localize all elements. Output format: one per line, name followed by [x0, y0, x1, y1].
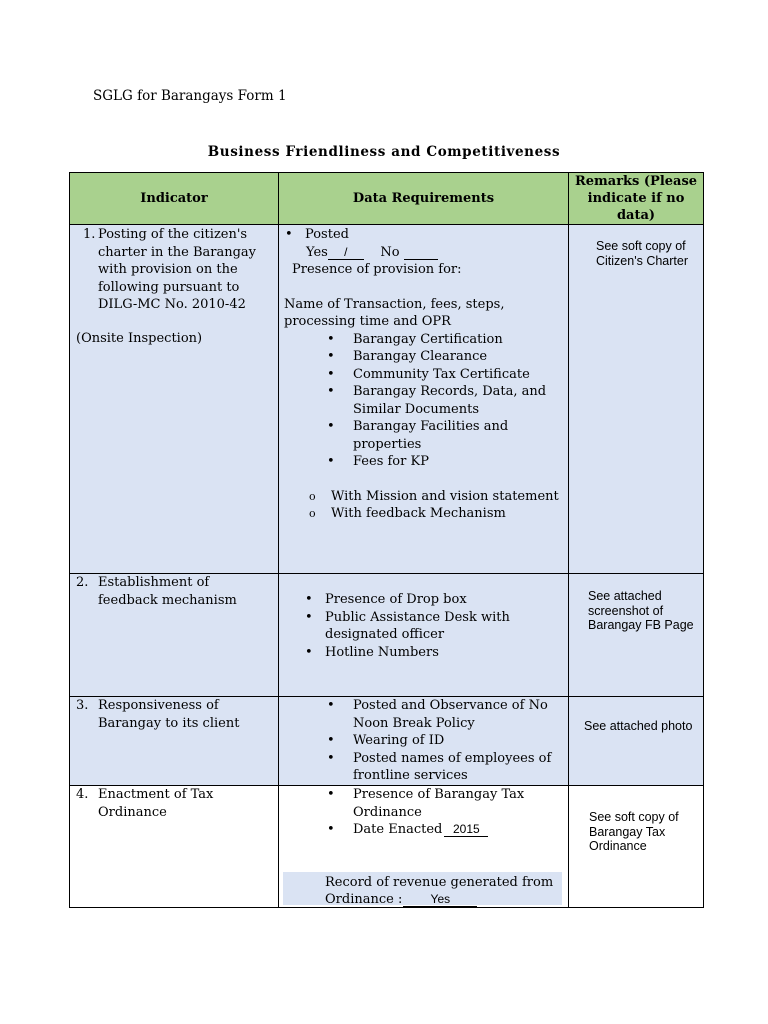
list-item: • Barangay Records, Data, and Similar Documents: [327, 384, 547, 417]
list-item: • Public Assistance Desk with designated officer: [305, 609, 510, 642]
list-item: • Posted and Observance of No Noon Break Policy: [327, 698, 548, 731]
list-item: • Barangay Facilities and properties: [327, 419, 509, 452]
list-item: • Hotline Numbers: [305, 644, 439, 660]
indicator-text: Establishment of feedback mechanism: [98, 575, 237, 608]
row-number: 4.: [76, 787, 89, 802]
indicator-text: Posting of the citizen's charter in the Barangay with provision on the following pursuant to DILG-MC No. 2010-42: [98, 227, 257, 312]
remarks-cell: [569, 786, 704, 908]
list-item: • Date Enacted 2015: [279, 821, 564, 839]
remark-text: See attached screenshot of Barangay FB Page: [588, 589, 694, 632]
list-item: • Wearing of ID: [327, 733, 445, 748]
list-item: • Presence of Drop box: [305, 592, 467, 607]
table-row: [70, 574, 704, 697]
list-item: • Barangay Certification: [327, 331, 503, 347]
remark-text: See soft copy of Citizen's Charter: [596, 239, 688, 268]
indicator-cell: [70, 574, 279, 697]
transaction-label: Name of Transaction, fees, steps, processing time and OPR: [284, 296, 505, 329]
indicator-text: Enactment of Tax Ordinance: [98, 787, 214, 820]
list-item: • Community Tax Certificate: [327, 366, 530, 382]
indicator-cell: [70, 697, 279, 786]
table-row: [70, 697, 704, 786]
date-enacted-value: 2015: [444, 823, 488, 837]
list-item: • Posted names of employees of frontline services: [327, 750, 552, 783]
posted-label: Posted: [305, 227, 349, 242]
indicator-cell: [70, 225, 279, 574]
document-title: Business Friendliness and Competitiveness: [207, 144, 561, 160]
table-row: [70, 225, 704, 574]
data-requirements-cell: [279, 574, 569, 697]
header-remarks: Remarks (Please indicate if no data): [569, 173, 704, 225]
requirements-table: [69, 172, 704, 908]
list-item: • Barangay Clearance: [327, 349, 488, 364]
remarks-cell: [569, 697, 704, 786]
inspection-note: (Onsite Inspection): [76, 330, 203, 346]
data-requirements-cell: [279, 786, 569, 908]
list-item: • Fees for KP: [327, 454, 429, 469]
yes-value: /: [328, 246, 364, 260]
remark-text: See soft copy of Barangay Tax Ordinance: [589, 810, 679, 853]
data-requirements-cell: [279, 697, 569, 786]
revenue-record-box: [283, 872, 562, 905]
remark-text: See attached photo: [584, 719, 693, 733]
remarks-cell: [569, 574, 704, 697]
header-data-requirements: Data Requirements: [279, 173, 569, 225]
row-number: 3.: [76, 698, 89, 713]
header-indicator: Indicator: [70, 173, 279, 225]
row-number: 2.: [76, 575, 89, 590]
indicator-cell: [70, 786, 279, 908]
data-requirements-cell: • Posted Yes / No Presence of provision for: Name of Transaction, fees, steps, processing time and OPR • Barangay Certification • Barangay Clearance • Community Tax Certificate • Barangay Records, Data, and Similar Documents • Barangay Facilities and properties • Fees for KP o With Mission and vision statement o With feedback Mechanism: [279, 225, 569, 574]
no-value: [404, 246, 438, 260]
form-label: SGLG for Barangays Form 1: [93, 88, 287, 104]
revenue-value: Yes: [403, 893, 477, 907]
revenue-label: Record of revenue generated from Ordinance :: [325, 875, 554, 907]
row-number: 1.: [83, 227, 96, 242]
indicator-text: Responsiveness of Barangay to its client: [98, 698, 240, 731]
list-item: • Presence of Barangay Tax Ordinance: [327, 787, 525, 820]
yes-no-line: Yes / No: [279, 244, 568, 262]
list-item: o With feedback Mechanism: [309, 506, 506, 521]
table-header-row: [70, 173, 704, 225]
presence-label: Presence of provision for:: [292, 262, 462, 277]
list-item: o With Mission and vision statement: [309, 488, 559, 504]
table-row: [70, 786, 704, 908]
remarks-cell: [569, 225, 704, 574]
